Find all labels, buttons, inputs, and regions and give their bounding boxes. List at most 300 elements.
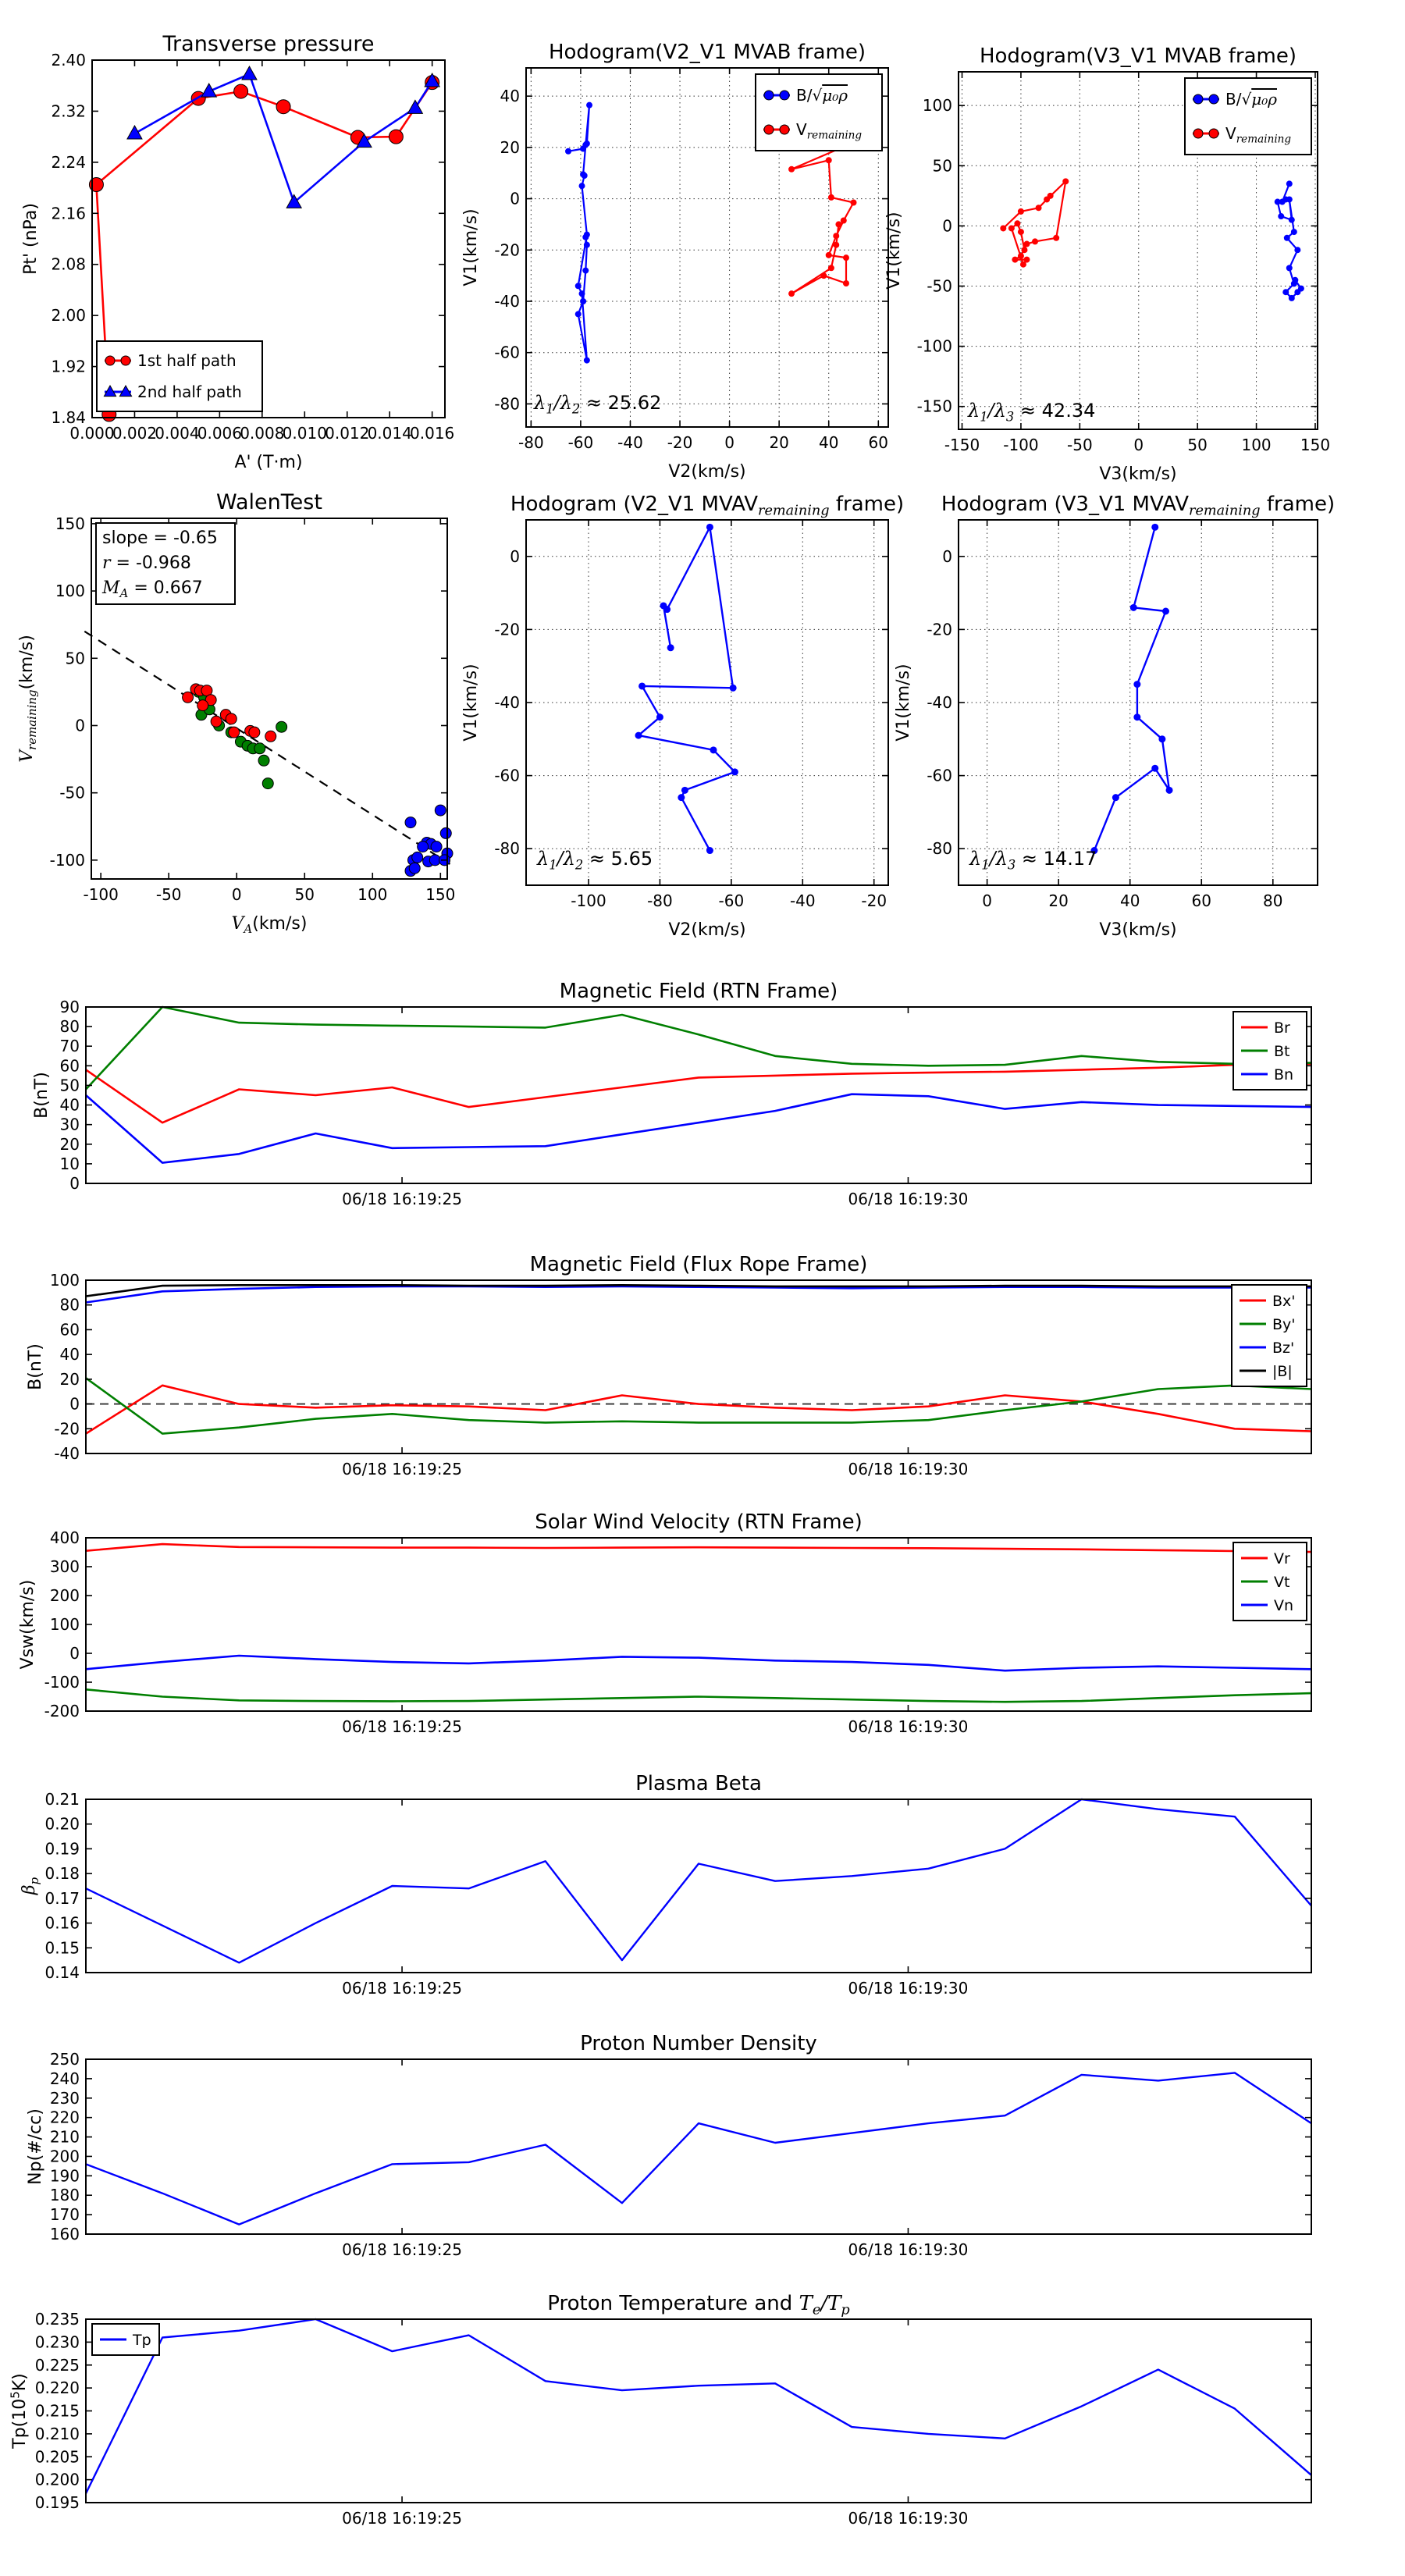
- chart-title: Transverse pressure: [162, 32, 375, 56]
- y-tick-label: 2.16: [51, 204, 86, 223]
- y-tick-label: 250: [49, 2050, 80, 2069]
- y-tick-label: 210: [49, 2127, 80, 2147]
- x-tick-label: -80: [518, 433, 544, 452]
- chart-hodogram-v2v1-mvab: [461, 41, 888, 482]
- y-tick-label: -100: [49, 850, 85, 870]
- y-tick-label: 0.230: [34, 2332, 80, 2352]
- series-line: [86, 1689, 1311, 1702]
- data-point: [582, 173, 588, 179]
- y-tick-label: 10: [59, 1154, 80, 1173]
- y-tick-label: 100: [55, 582, 85, 601]
- data-point: [1020, 262, 1026, 268]
- data-point: [1012, 257, 1018, 263]
- data-point: [579, 183, 585, 189]
- data-point: [1032, 238, 1038, 244]
- legend-marker: [1209, 94, 1218, 104]
- y-tick-label: 90: [59, 998, 80, 1016]
- data-point: [656, 713, 663, 720]
- y-tick-label: 50: [65, 649, 85, 668]
- x-tick-label: 60: [868, 433, 889, 452]
- y-tick-label: -60: [494, 766, 520, 785]
- x-tick-label: -50: [155, 885, 182, 904]
- data-point: [1286, 180, 1293, 187]
- x-tick-label: 100: [1241, 436, 1272, 454]
- data-point: [667, 644, 674, 651]
- data-point: [418, 841, 429, 852]
- axis-frame: [86, 1538, 1311, 1711]
- y-tick-label: 0: [69, 1644, 80, 1663]
- y-tick-label: 0.15: [44, 1938, 80, 1958]
- data-point: [127, 126, 142, 139]
- y-tick-label: 150: [55, 514, 85, 533]
- legend-marker: [121, 356, 130, 365]
- legend-label: $V_{remaining}$: [796, 120, 863, 142]
- legend-label: Bx': [1272, 1293, 1296, 1310]
- x-tick-label: 0.006: [197, 424, 243, 443]
- data-point: [579, 290, 585, 297]
- chart-title: WalenTest: [216, 490, 322, 514]
- data-point: [706, 524, 713, 531]
- y-tick-label: 30: [59, 1115, 80, 1134]
- y-tick-label: 0.14: [44, 1963, 80, 1982]
- x-tick-label: 0.002: [112, 424, 158, 443]
- data-point: [584, 242, 590, 248]
- y-tick-label: 0.215: [34, 2401, 80, 2421]
- data-point: [1151, 765, 1158, 772]
- series-line: [86, 1286, 1311, 1303]
- data-point: [265, 731, 276, 742]
- stats-line: $M_A = 0.667$: [102, 578, 203, 600]
- y-tick-label: 40: [500, 87, 520, 106]
- y-tick-label: 0.210: [34, 2424, 80, 2443]
- y-tick-label: 1.92: [51, 357, 86, 376]
- y-tick-label: 0: [942, 546, 952, 566]
- data-point: [1053, 235, 1059, 241]
- data-point: [431, 841, 442, 852]
- legend: [92, 2324, 159, 2355]
- data-point: [1018, 253, 1024, 259]
- y-tick-label: -80: [494, 839, 520, 859]
- annotation: $\lambda_1/\lambda_3 \approx 14.17$: [969, 848, 1097, 873]
- data-point: [828, 265, 834, 271]
- data-point: [1298, 286, 1304, 292]
- ticks: [86, 2059, 1311, 2234]
- series-line: [84, 632, 450, 864]
- legend: [1233, 1012, 1307, 1090]
- y-tick-label: -40: [494, 292, 520, 311]
- series-bz-: [86, 1286, 1311, 1303]
- y-tick-label: 0: [510, 189, 520, 208]
- data-point: [1294, 247, 1300, 253]
- y-tick-label: 0.195: [34, 2493, 80, 2512]
- y-tick-label: 240: [49, 2069, 80, 2088]
- data-point: [249, 727, 260, 738]
- y-tick-label: 0.205: [34, 2447, 80, 2467]
- data-point: [826, 252, 832, 258]
- y-tick-label: 20: [59, 1134, 80, 1154]
- y-tick-label: 2.24: [51, 152, 86, 172]
- legend-label: $V_{remaining}$: [1225, 124, 1292, 146]
- y-tick-label: 0.17: [44, 1888, 80, 1908]
- y-tick-label: 2.00: [51, 306, 86, 326]
- legend-label: Bz': [1272, 1340, 1295, 1357]
- data-point: [586, 102, 592, 109]
- chart-title: Hodogram(V3_V1 MVAB frame): [979, 44, 1297, 68]
- y-tick-label: 0.235: [34, 2310, 80, 2329]
- series-line: [1003, 181, 1065, 264]
- chart-hodogram-v2v1-mvav: [461, 493, 904, 940]
- y-axis-label: V1(km/s): [884, 212, 904, 290]
- series-line: [86, 2073, 1311, 2224]
- y-tick-label: -40: [927, 693, 952, 712]
- series-line: [86, 1064, 1311, 1123]
- y-tick-label: 60: [59, 1056, 80, 1076]
- x-tick-label: 40: [818, 433, 839, 452]
- chart-title: Proton Number Density: [580, 2032, 817, 2055]
- y-tick-label: -50: [927, 276, 952, 296]
- y-tick-label: -100: [916, 336, 952, 356]
- data-point: [788, 166, 795, 173]
- data-point: [681, 787, 688, 794]
- data-point: [1044, 196, 1050, 202]
- y-tick-label: 200: [49, 1586, 80, 1605]
- legend: [1233, 1542, 1307, 1621]
- y-tick-label: 0: [75, 716, 85, 735]
- chart-title: Magnetic Field (Flux Rope Frame): [529, 1253, 868, 1276]
- ticks: [86, 2319, 1311, 2503]
- data-point: [580, 298, 586, 304]
- chart-title: Proton Temperature and $T_e/T_p$: [547, 2292, 850, 2318]
- legend-marker: [780, 91, 789, 100]
- data-point: [1275, 199, 1281, 205]
- x-tick-label: 0.000: [69, 424, 115, 443]
- data-point: [1133, 713, 1140, 720]
- data-point: [1130, 604, 1137, 611]
- y-tick-label: 220: [49, 2108, 80, 2127]
- x-tick-label: 50: [294, 885, 315, 904]
- y-tick-label: 0.225: [34, 2355, 80, 2375]
- y-axis-label: $\beta_p$: [20, 1877, 41, 1895]
- y-axis-label: V1(km/s): [894, 664, 913, 742]
- y-tick-label: 160: [49, 2225, 80, 2243]
- data-point: [575, 311, 582, 317]
- data-point: [706, 847, 713, 854]
- chart-walen-test: [17, 490, 455, 936]
- legend-label: |B|: [1272, 1363, 1293, 1380]
- series-np: [86, 2073, 1311, 2224]
- chart-title: Magnetic Field (RTN Frame): [559, 980, 838, 1003]
- data-point: [582, 142, 589, 148]
- legend-label: 1st half path: [137, 351, 237, 370]
- x-tick-label: 06/18 16:19:25: [342, 1979, 462, 1998]
- y-tick-label: 50: [59, 1076, 80, 1095]
- chart-title: Solar Wind Velocity (RTN Frame): [535, 1510, 863, 1534]
- data-point: [407, 100, 422, 113]
- chart-hodogram-v3v1-mvab: [884, 44, 1330, 484]
- series-line: [86, 1386, 1311, 1434]
- legend-label: 2nd half path: [137, 382, 242, 401]
- y-tick-label: 2.32: [51, 101, 86, 121]
- y-tick-label: 400: [49, 1528, 80, 1547]
- data-point: [1286, 196, 1293, 202]
- legend-label: Vt: [1274, 1574, 1290, 1591]
- series-b-sqrt-mu0-rho-: [565, 102, 592, 364]
- series-bx-: [86, 1386, 1311, 1434]
- x-tick-label: -20: [667, 433, 693, 452]
- x-tick-label: -80: [647, 891, 673, 910]
- data-point: [565, 148, 571, 155]
- legend-marker: [1209, 129, 1218, 138]
- x-tick-label: -20: [861, 891, 887, 910]
- chart-proton-temperature: [8, 2292, 1311, 2528]
- data-point: [1284, 235, 1290, 241]
- data-point: [226, 713, 237, 724]
- data-point: [1286, 265, 1293, 271]
- legend: [1185, 78, 1311, 155]
- x-axis-label: V3(km/s): [1099, 920, 1177, 940]
- y-tick-label: -40: [54, 1444, 80, 1463]
- chart-title: Hodogram (V3_V1 $MVAV_{remaining}$ frame): [941, 493, 1336, 519]
- data-point: [730, 685, 737, 692]
- x-tick-label: -50: [1067, 436, 1093, 454]
- x-tick-label: 06/18 16:19:30: [848, 1717, 969, 1736]
- y-tick-label: 100: [49, 1271, 80, 1290]
- series-vn: [86, 1656, 1311, 1670]
- y-tick-label: 50: [932, 156, 952, 176]
- legend-label: B/√μ₀ρ: [796, 86, 848, 105]
- y-axis-label: $V_{remaining}(km/s)$: [17, 635, 39, 763]
- y-axis-label: Vsw(km/s): [18, 1579, 37, 1670]
- y-tick-label: 20: [59, 1369, 80, 1389]
- data-point: [242, 66, 257, 80]
- data-point: [440, 827, 451, 838]
- x-tick-label: 06/18 16:19:25: [342, 1717, 462, 1736]
- data-point: [183, 692, 194, 703]
- y-tick-label: -40: [494, 693, 520, 712]
- data-point: [1289, 295, 1295, 301]
- chart-title: Hodogram (V2_V1 $MVAV_{remaining}$ frame): [510, 493, 905, 519]
- data-point: [575, 283, 582, 289]
- y-axis-label: V1(km/s): [461, 208, 481, 286]
- y-tick-label: -20: [54, 1419, 80, 1439]
- data-point: [710, 746, 717, 753]
- data-point: [820, 272, 827, 279]
- y-tick-label: -150: [916, 397, 952, 416]
- x-tick-label: -40: [789, 891, 816, 910]
- x-axis-label: $V_A(km/s)$: [231, 914, 308, 936]
- series-blue-points: [405, 805, 453, 877]
- data-point: [1282, 289, 1289, 295]
- data-point: [1018, 208, 1024, 215]
- legend-marker: [780, 125, 789, 134]
- x-tick-label: 150: [1300, 436, 1331, 454]
- data-point: [851, 200, 857, 206]
- y-tick-label: 2.40: [51, 51, 86, 69]
- x-tick-label: 06/18 16:19:25: [342, 1460, 462, 1478]
- x-tick-label: 0.012: [325, 424, 370, 443]
- legend-marker: [1193, 129, 1203, 138]
- legend-label: By': [1272, 1316, 1296, 1333]
- x-tick-label: 60: [1191, 891, 1211, 910]
- data-point: [234, 84, 248, 98]
- x-axis-label: V2(km/s): [668, 920, 746, 940]
- x-tick-label: -60: [718, 891, 745, 910]
- y-tick-label: 40: [59, 1095, 80, 1115]
- series-line: [86, 1799, 1311, 1962]
- x-tick-label: 0.016: [410, 424, 455, 443]
- data-point: [678, 794, 685, 801]
- legend: [756, 74, 882, 151]
- x-tick-label: 0: [231, 885, 242, 904]
- y-tick-label: 80: [59, 1295, 80, 1315]
- series-v-remaining: [1090, 524, 1172, 854]
- legend-marker: [105, 356, 115, 365]
- axis-frame: [86, 2319, 1311, 2503]
- data-point: [409, 863, 420, 873]
- y-tick-label: 1.84: [51, 408, 86, 427]
- axis-frame: [86, 2059, 1311, 2234]
- series-bn: [86, 1094, 1311, 1163]
- data-point: [197, 700, 208, 711]
- data-point: [843, 254, 849, 261]
- x-tick-label: 06/18 16:19:30: [848, 1460, 969, 1478]
- x-tick-label: -100: [1003, 436, 1039, 454]
- legend-label: Tp: [133, 2332, 151, 2349]
- y-tick-label: 40: [59, 1345, 80, 1364]
- data-point: [1289, 217, 1295, 223]
- y-tick-label: 0.220: [34, 2379, 80, 2398]
- x-tick-label: 150: [425, 885, 456, 904]
- data-point: [389, 130, 403, 144]
- legend-label: B/√μ₀ρ: [1225, 90, 1277, 109]
- y-tick-label: -80: [927, 839, 952, 859]
- data-point: [1014, 220, 1020, 226]
- x-axis-label: A' (T·m): [234, 453, 303, 472]
- data-point: [828, 194, 834, 201]
- legend-label: Bt: [1274, 1043, 1290, 1060]
- x-tick-label: 0.004: [155, 424, 200, 443]
- legend-marker: [764, 91, 774, 100]
- chart-title: Hodogram(V2_V1 MVAB frame): [548, 41, 866, 64]
- y-tick-label: -100: [44, 1673, 80, 1692]
- data-point: [843, 280, 849, 286]
- chart-title: Plasma Beta: [635, 1772, 762, 1795]
- y-tick-label: 0.19: [44, 1839, 80, 1859]
- x-tick-label: 06/18 16:19:30: [848, 1979, 969, 1998]
- data-point: [1021, 247, 1027, 253]
- data-point: [833, 233, 839, 239]
- y-axis-label: V1(km/s): [461, 664, 481, 742]
- data-point: [276, 721, 287, 732]
- data-point: [405, 817, 416, 828]
- data-point: [841, 218, 847, 224]
- chart-magnetic-field-flux-rope: [26, 1253, 1311, 1478]
- y-tick-label: 0: [69, 1174, 80, 1193]
- x-tick-label: 06/18 16:19:25: [342, 2240, 462, 2259]
- data-point: [1162, 608, 1169, 615]
- series-b-sqrt-mu0-rho-: [1275, 180, 1304, 301]
- data-point: [229, 727, 240, 738]
- y-tick-label: -20: [927, 620, 952, 639]
- y-tick-label: 0.200: [34, 2470, 80, 2489]
- x-tick-label: 0: [1133, 436, 1144, 454]
- x-tick-label: 100: [357, 885, 388, 904]
- y-tick-label: 20: [500, 137, 520, 157]
- y-tick-label: 170: [49, 2205, 80, 2225]
- x-tick-label: 06/18 16:19:25: [342, 2509, 462, 2528]
- data-point: [1166, 787, 1173, 794]
- chart-proton-number-density: [26, 2032, 1311, 2259]
- series-v-remaining: [635, 524, 738, 854]
- y-axis-label: Pt' (nPa): [21, 203, 41, 275]
- x-tick-label: 0.014: [367, 424, 412, 443]
- series-line: [86, 1094, 1311, 1163]
- y-axis-label: Np(#/cc): [26, 2108, 45, 2185]
- data-point: [435, 805, 446, 816]
- stats-line: r = -0.968: [102, 553, 191, 573]
- series-fit: [84, 632, 450, 864]
- data-point: [211, 716, 222, 727]
- data-point: [584, 358, 590, 364]
- y-tick-label: 0.21: [44, 1790, 80, 1809]
- stats-line: slope = -0.65: [102, 528, 218, 548]
- y-tick-label: 180: [49, 2186, 80, 2205]
- y-tick-label: 0: [510, 546, 520, 566]
- data-point: [1292, 277, 1298, 283]
- x-tick-label: -100: [83, 885, 119, 904]
- data-point: [826, 157, 832, 163]
- chart-hodogram-v3v1-mvav: [894, 493, 1335, 940]
- series-line: [86, 1544, 1311, 1552]
- series-line: [86, 2319, 1311, 2493]
- ticks: [86, 1280, 1311, 1453]
- data-point: [1112, 794, 1119, 801]
- y-tick-label: 190: [49, 2166, 80, 2186]
- y-tick-label: 0: [942, 216, 952, 236]
- data-point: [1062, 178, 1069, 184]
- x-tick-label: 80: [1263, 891, 1283, 910]
- y-tick-label: -50: [59, 783, 85, 802]
- y-tick-label: 100: [49, 1615, 80, 1634]
- y-axis-label: B(nT): [26, 1343, 45, 1390]
- y-tick-label: 230: [49, 2088, 80, 2108]
- series-line: [135, 74, 432, 202]
- series-line: [638, 527, 735, 850]
- data-point: [582, 234, 589, 240]
- y-tick-label: 200: [49, 2147, 80, 2166]
- data-point: [835, 221, 841, 227]
- x-tick-label: 0: [982, 891, 992, 910]
- x-tick-label: 20: [1048, 891, 1069, 910]
- data-point: [833, 242, 839, 248]
- y-tick-label: 80: [59, 1017, 80, 1037]
- data-point: [635, 732, 642, 739]
- y-tick-label: -80: [494, 394, 520, 414]
- data-point: [1036, 205, 1042, 211]
- x-axis-label: V2(km/s): [668, 462, 746, 482]
- series-tp: [86, 2319, 1311, 2493]
- data-point: [1151, 524, 1158, 531]
- x-tick-label: -100: [571, 891, 606, 910]
- series-vr: [86, 1544, 1311, 1552]
- legend-marker: [1193, 94, 1203, 104]
- data-point: [731, 768, 738, 775]
- data-point: [286, 194, 301, 208]
- y-tick-label: 0.16: [44, 1913, 80, 1933]
- x-tick-label: 0.010: [282, 424, 327, 443]
- series-vt: [86, 1689, 1311, 1702]
- data-point: [276, 100, 290, 114]
